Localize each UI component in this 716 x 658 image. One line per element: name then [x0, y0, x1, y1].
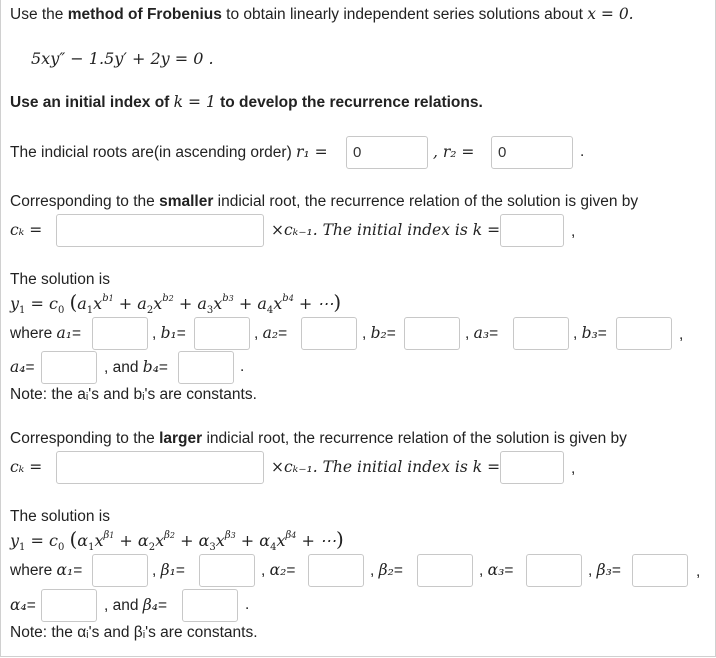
smaller-and: , and	[104, 359, 143, 376]
larger-b2-sep: ,	[370, 562, 375, 579]
larger-a1-input[interactable]	[92, 554, 148, 587]
index-note-pre: Use an initial index of	[10, 94, 174, 111]
smaller-b2-sep: ,	[362, 325, 367, 342]
larger-b2-eq: =	[393, 562, 403, 579]
smaller-bold: smaller	[159, 193, 214, 210]
larger-a2-input[interactable]	[308, 554, 364, 587]
smaller-k-input[interactable]	[500, 214, 564, 247]
smaller-solution-label: The solution is	[10, 271, 110, 288]
larger-a1-label: α₁	[56, 561, 74, 579]
larger-k-input[interactable]	[500, 451, 564, 484]
ode-equation: 5xy″ − 1.5y′ + 2y = 0 .	[31, 49, 214, 68]
larger-a2	[261, 561, 295, 580]
larger-b2-input[interactable]	[417, 554, 473, 587]
larger-and-b4	[104, 596, 167, 615]
r2-label: , r₂ =	[433, 143, 475, 161]
smaller-k-comma: ,	[571, 223, 576, 240]
larger-solution-label: The solution is	[10, 508, 110, 525]
smaller-a3-input[interactable]	[513, 317, 569, 350]
larger-a3-eq: =	[504, 562, 514, 579]
intro-about: x = 0.	[587, 5, 634, 23]
larger-b4-input[interactable]	[182, 589, 238, 622]
larger-b3-input[interactable]	[632, 554, 688, 587]
intro-post: to obtain linearly independent series solutions about	[221, 6, 588, 23]
larger-a2-label: α₂	[269, 561, 287, 579]
r1-label: r₁ =	[296, 143, 328, 161]
larger-heading	[10, 430, 627, 448]
smaller-b3-input[interactable]	[616, 317, 672, 350]
intro-line	[10, 5, 634, 24]
smaller-where-text: where	[10, 325, 57, 342]
smaller-a2-eq: =	[278, 325, 288, 342]
larger-where	[10, 561, 82, 580]
larger-a1-eq: =	[73, 562, 83, 579]
roots-label	[10, 143, 328, 162]
larger-pre: Corresponding to the	[10, 430, 160, 447]
larger-post: indicial root, the recurrence relation of the solution is given by	[202, 430, 627, 447]
larger-b1-input[interactable]	[199, 554, 255, 587]
larger-b1	[152, 561, 185, 580]
smaller-solution-formula: $y_1 = c_0$ ($a_1x^{b1} + a_2x^{b2} + a_3x^{b3} + a_4x^{b4}$ + ⋯)	[10, 290, 342, 316]
smaller-pre: Corresponding to the	[10, 193, 160, 210]
larger-a4-input[interactable]	[41, 589, 97, 622]
larger-b1-sep: ,	[152, 562, 157, 579]
smaller-a3-sep: ,	[465, 325, 470, 342]
larger-a3	[479, 561, 513, 580]
larger-ck-input[interactable]	[56, 451, 264, 484]
larger-b2-label: β₂	[378, 561, 394, 579]
smaller-row-comma: ,	[679, 326, 684, 343]
larger-b1-label: β₁	[160, 561, 176, 579]
larger-b3-label: β₃	[596, 561, 612, 579]
smaller-a3-label: a₃	[473, 324, 490, 342]
smaller-where	[10, 324, 81, 343]
index-note-k: k = 1	[173, 93, 216, 111]
smaller-ck-input[interactable]	[56, 214, 264, 247]
larger-a2-eq: =	[286, 562, 296, 579]
larger-where-text: where	[10, 562, 57, 579]
smaller-b3	[573, 324, 607, 343]
larger-row-comma: ,	[696, 563, 701, 580]
larger-a4	[10, 596, 36, 615]
smaller-a1-input[interactable]	[92, 317, 148, 350]
smaller-a4-label: a₄	[10, 358, 26, 376]
smaller-b2-eq: =	[386, 325, 396, 342]
smaller-a3	[465, 324, 498, 343]
r2-input[interactable]	[491, 136, 573, 169]
smaller-a2	[254, 324, 287, 343]
larger-and: , and	[104, 597, 143, 614]
larger-k-label: k =	[472, 458, 501, 476]
larger-solution-formula: $y_1 = c_0$ ($\alpha_1x^{\beta 1} + \alpha_2x^{\beta 2} + \alpha_3x^{\beta 3} + \alpha_4x^{\beta 4}$ + ⋯)	[10, 527, 344, 553]
larger-a2-sep: ,	[261, 562, 266, 579]
smaller-ck-label: cₖ =	[10, 221, 43, 239]
smaller-b1-sep: ,	[152, 325, 157, 342]
smaller-times-text: ×cₖ₋₁. The initial index is	[271, 221, 473, 239]
r1-input[interactable]	[346, 136, 428, 169]
larger-ck-label: cₖ =	[10, 458, 43, 476]
larger-b3	[588, 561, 621, 580]
larger-b1-eq: =	[175, 562, 185, 579]
intro-method: method of Frobenius	[67, 6, 222, 23]
smaller-times	[271, 221, 500, 240]
smaller-b4-input[interactable]	[178, 351, 234, 384]
larger-a4-label: α₄	[10, 596, 27, 614]
index-note-post: to develop the recurrence relations.	[215, 94, 483, 111]
smaller-b3-label: b₃	[581, 324, 598, 342]
larger-b2	[370, 561, 403, 580]
larger-b3-sep: ,	[588, 562, 593, 579]
smaller-period: .	[240, 358, 245, 375]
smaller-a4	[10, 358, 35, 377]
smaller-b1-eq: =	[176, 325, 186, 342]
smaller-a3-eq: =	[489, 325, 499, 342]
smaller-a1-eq: =	[72, 325, 82, 342]
smaller-and-b4	[104, 358, 168, 377]
smaller-k-label: k =	[472, 221, 501, 239]
smaller-a1-label: a₁	[56, 324, 72, 342]
smaller-a2-input[interactable]	[301, 317, 357, 350]
larger-b3-eq: =	[611, 562, 621, 579]
smaller-b3-sep: ,	[573, 325, 578, 342]
index-note	[10, 93, 483, 112]
larger-a3-label: α₃	[487, 561, 505, 579]
smaller-post: indicial root, the recurrence relation of the solution is given by	[213, 193, 639, 210]
larger-a3-input[interactable]	[526, 554, 582, 587]
smaller-b2-label: b₂	[370, 324, 387, 342]
smaller-b2	[362, 324, 396, 343]
smaller-b4-label: b₄	[142, 358, 159, 376]
smaller-heading	[10, 193, 638, 211]
smaller-b1-input[interactable]	[194, 317, 250, 350]
larger-k-comma: ,	[571, 460, 576, 477]
smaller-a2-sep: ,	[254, 325, 259, 342]
smaller-b3-eq: =	[597, 325, 607, 342]
smaller-b1-label: b₁	[160, 324, 177, 342]
smaller-note: Note: the aᵢ's and bᵢ's are constants.	[10, 386, 257, 403]
larger-bold: larger	[159, 430, 203, 447]
larger-period: .	[245, 596, 250, 613]
smaller-a4-eq: =	[25, 359, 35, 376]
intro-pre: Use the	[10, 6, 68, 23]
larger-a4-eq: =	[26, 597, 36, 614]
smaller-b4-eq: =	[158, 359, 168, 376]
smaller-a4-input[interactable]	[41, 351, 97, 384]
roots-label-text: The indicial roots are(in ascending order)	[10, 144, 297, 161]
larger-b4-eq: =	[157, 597, 168, 614]
larger-b4-label: β₄	[142, 596, 158, 614]
smaller-b2-input[interactable]	[404, 317, 460, 350]
larger-note: Note: the αᵢ's and βᵢ's are constants.	[10, 624, 258, 641]
larger-times	[271, 458, 500, 477]
smaller-a2-label: a₂	[262, 324, 279, 342]
smaller-b1	[152, 324, 186, 343]
roots-end: .	[580, 143, 585, 160]
larger-a3-sep: ,	[479, 562, 484, 579]
larger-times-text: ×cₖ₋₁. The initial index is	[271, 458, 473, 476]
